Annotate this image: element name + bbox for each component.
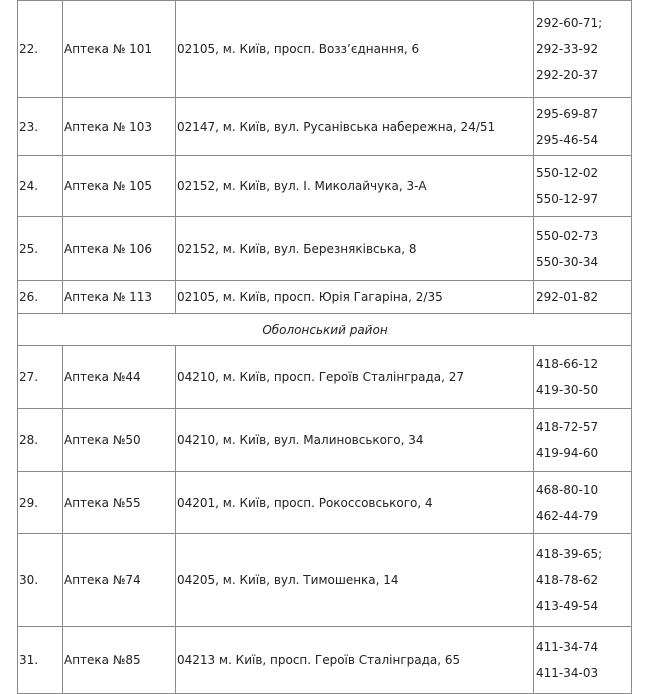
- table-row: [18, 217, 632, 281]
- pharmacy-name: Аптека №55: [63, 472, 176, 534]
- phone-number: 292-60-71;: [536, 16, 603, 30]
- phone-cell: [534, 472, 632, 534]
- phone-number: 292-33-92: [536, 42, 599, 56]
- phone-number: 411-34-74: [536, 640, 599, 654]
- phone-cell: [534, 156, 632, 217]
- table-row: [18, 281, 632, 314]
- pharmacy-name: Аптека №50: [63, 409, 176, 472]
- table-row: [18, 472, 632, 534]
- district-heading: Оболонський район: [18, 314, 632, 346]
- pharmacy-name: Аптека №74: [63, 534, 176, 627]
- phone-number: 462-44-79: [536, 508, 599, 523]
- pharmacy-address: 02152, м. Київ, вул. Березняківська, 8: [176, 217, 534, 281]
- phone-number: 418-66-12: [536, 357, 599, 371]
- pharmacy-address: 04213 м. Київ, просп. Героїв Сталінграда, 65: [176, 627, 534, 694]
- phone-cell: [534, 534, 632, 627]
- phone-number: 468-80-10: [536, 482, 599, 497]
- pharmacy-address: 04210, м. Київ, просп. Героїв Сталінграда, 27: [176, 346, 534, 409]
- phone-number: 550-12-97: [536, 192, 599, 206]
- row-number: 23.: [18, 98, 63, 156]
- phone-number: 292-20-37: [536, 68, 599, 82]
- row-number: 24.: [18, 156, 63, 217]
- pharmacy-name: Аптека № 101: [63, 1, 176, 98]
- row-number: 26.: [18, 281, 63, 314]
- row-number: 31.: [18, 627, 63, 694]
- phone-cell: [534, 409, 632, 472]
- phone-cell: [534, 1, 632, 98]
- phone-number: 295-69-87: [536, 106, 599, 121]
- pharmacy-address: 02105, м. Київ, просп. Возз’єднання, 6: [176, 1, 534, 98]
- table-row: [18, 627, 632, 694]
- pharmacy-address: 02152, м. Київ, вул. І. Миколайчука, 3-А: [176, 156, 534, 217]
- pharmacy-name: Аптека № 103: [63, 98, 176, 156]
- phone-number: 418-78-62: [536, 573, 599, 587]
- row-number: 22.: [18, 1, 63, 98]
- pharmacy-name: Аптека № 105: [63, 156, 176, 217]
- phone-number: 418-72-57: [536, 420, 599, 434]
- phone-cell: [534, 281, 632, 314]
- table-row: [18, 98, 632, 156]
- pharmacy-address: 04210, м. Київ, вул. Малиновського, 34: [176, 409, 534, 472]
- pharmacy-address: 04205, м. Київ, вул. Тимошенка, 14: [176, 534, 534, 627]
- phone-number: 550-12-02: [536, 166, 599, 180]
- phone-number: 411-34-03: [536, 666, 599, 680]
- pharmacy-address: 02147, м. Київ, вул. Русанівська набережна, 24/51: [176, 98, 534, 156]
- phone-cell: [534, 627, 632, 694]
- table-row: [18, 346, 632, 409]
- pharmacy-name: Аптека № 106: [63, 217, 176, 281]
- phone-number: 550-30-34: [536, 254, 599, 269]
- table-row: [18, 156, 632, 217]
- pharmacy-address: 02105, м. Київ, просп. Юрія Гагаріна, 2/35: [176, 281, 534, 314]
- phone-cell: [534, 98, 632, 156]
- row-number: 25.: [18, 217, 63, 281]
- row-number: 27.: [18, 346, 63, 409]
- phone-number: 418-39-65;: [536, 547, 603, 561]
- pharmacy-name: Аптека №44: [63, 346, 176, 409]
- pharmacy-table: [17, 0, 632, 694]
- pharmacy-name: Аптека №85: [63, 627, 176, 694]
- district-row: [18, 314, 632, 346]
- table-row: [18, 534, 632, 627]
- phone-number: 295-46-54: [536, 132, 599, 147]
- phone-number: 292-01-82: [536, 290, 599, 304]
- row-number: 29.: [18, 472, 63, 534]
- phone-cell: [534, 217, 632, 281]
- table-row: [18, 409, 632, 472]
- phone-cell: [534, 346, 632, 409]
- row-number: 30.: [18, 534, 63, 627]
- pharmacy-name: Аптека № 113: [63, 281, 176, 314]
- phone-number: 419-94-60: [536, 446, 599, 460]
- pharmacy-address: 04201, м. Київ, просп. Рокоссовського, 4: [176, 472, 534, 534]
- table-row: [18, 1, 632, 98]
- row-number: 28.: [18, 409, 63, 472]
- phone-number: 550-02-73: [536, 228, 599, 243]
- phone-number: 419-30-50: [536, 383, 599, 397]
- phone-number: 413-49-54: [536, 599, 599, 613]
